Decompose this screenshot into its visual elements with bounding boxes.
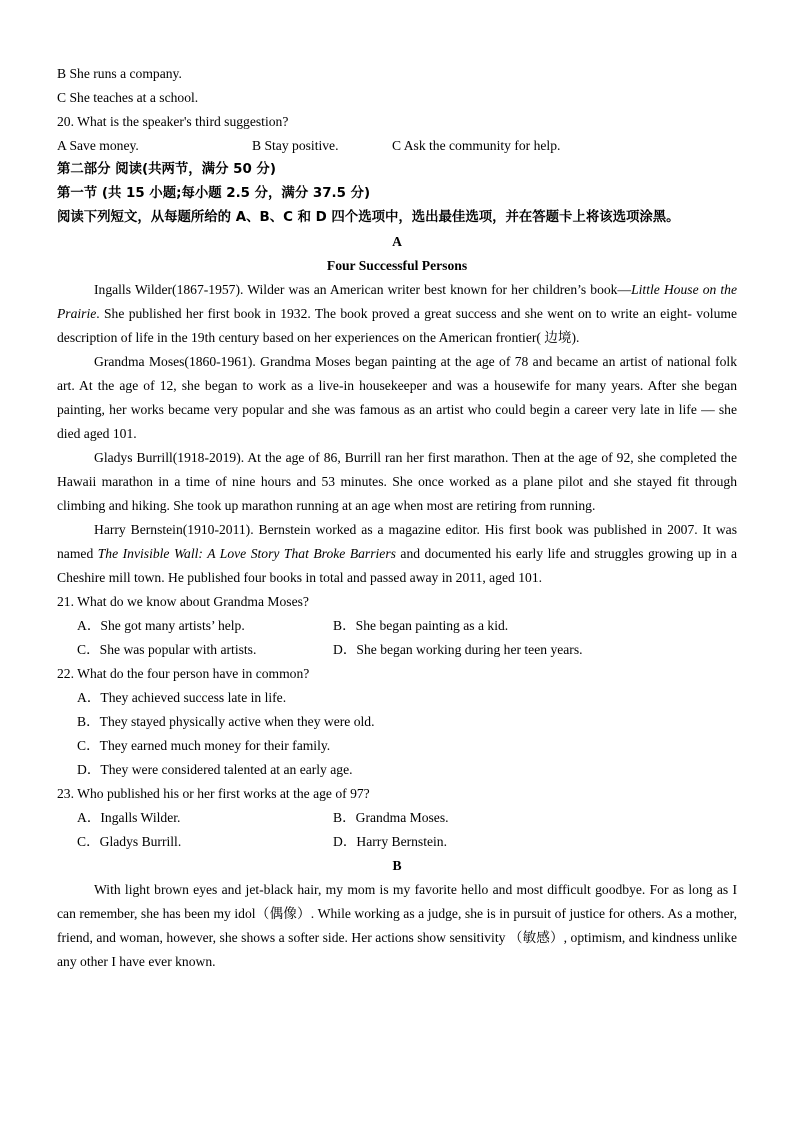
q23-option-a: A．Ingalls Wilder. [77, 810, 181, 825]
q20-options [57, 134, 737, 158]
q21-option-d: D．She began working during her teen years. [333, 642, 583, 657]
q22-option-d: D．They were considered talented at an early age. [77, 762, 353, 777]
q23-option-b: B．Grandma Moses. [333, 810, 449, 825]
q23-options-row-2 [57, 830, 737, 854]
book-title-prairie: Little House on the Prairie [57, 282, 737, 321]
p1-text-end: . She published her first book in 1932. The book proved a great success and she went on to write an eight- volume description of life in the 19th century based on her experiences on the American frontier( 边境). [57, 306, 737, 345]
passage-a-paragraph-3: Gladys Burrill(1918-2019). At the age of 86, Burrill ran her first marathon. Then at the age of 92, she completed the Hawaii marathon in a time of nine hours and 53 minutes. She once worked as a plane pilot and she stayed fit through climbing and hiking. She took up marathon running at an age when most are retiring from running. [57, 450, 737, 513]
q22-stem: 22. What do the four person have in common? [57, 666, 310, 681]
q20-stem: 20. What is the speaker's third suggestion? [57, 114, 289, 129]
p1-text-start: Ingalls Wilder(1867-1957). Wilder was an American writer best known for her children’s book— [94, 282, 632, 297]
q23-option-d: D．Harry Bernstein. [333, 834, 448, 849]
part-title: 第二部分 阅读(共两节，满分 50 分) [57, 162, 276, 177]
q22-option-c: C．They earned much money for their family. [77, 738, 331, 753]
q20-option-b: B Stay positive. [252, 138, 339, 153]
q21-options-row-2 [57, 638, 737, 662]
passage-a-letter: A [392, 234, 402, 249]
q21-option-b: B．She began painting as a kid. [333, 618, 509, 633]
q22-option-a: A．They achieved success late in life. [77, 690, 287, 705]
q21-option-a: A．She got many artists’ help. [77, 618, 245, 633]
passage-a-paragraph-1 [57, 278, 737, 350]
exam-page [57, 62, 737, 974]
q23-options-row-1 [57, 806, 737, 830]
p4-text-start: Harry Bernstein(1910-2011). Bernstein worked as a magazine editor. His first book was published in 2007. It was named [57, 522, 737, 561]
book-title-invisible-wall: The Invisible Wall: A Love Story That Broke Barriers [97, 546, 396, 561]
q20-option-c: C Ask the community for help. [392, 138, 561, 153]
q21-options-row-1 [57, 614, 737, 638]
q20-option-a: A Save money. [57, 138, 139, 153]
section-subtitle: 第一节 (共 15 小题;每小题 2.5 分，满分 37.5 分) [57, 186, 371, 201]
passage-a-title: Four Successful Persons [326, 258, 468, 273]
passage-a-paragraph-4 [57, 518, 737, 590]
q23-option-c: C．Gladys Burrill. [77, 834, 182, 849]
section-instruction: 阅读下列短文，从每题所给的 A、B、C 和 D 四个选项中，选出最佳选项，并在答题卡上将该选项涂黑。 [57, 210, 680, 225]
passage-a-paragraph-2: Grandma Moses(1860-1961). Grandma Moses began painting at the age of 78 and became an artist of national folk art. At the age of 12, she began to work as a live-in housekeeper and was a housewife for many years. After she began painting, her works became very popular and she was famous as an artist who could begin a career very late in life — she died aged 101. [57, 354, 737, 441]
q21-option-c: C．She was popular with artists. [77, 642, 257, 657]
q23-stem: 23. Who published his or her first works at the age of 97? [57, 786, 370, 801]
q19-option-b: B She runs a company. [57, 66, 182, 81]
passage-b-paragraph-1: With light brown eyes and jet-black hair, my mom is my favorite hello and most difficult goodbye. For as long as I can remember, she has been my idol（偶像）. While working as a judge, she is in pursuit of justice for others. As a mother, friend, and woman, however, she shows a softer side. Her actions show sensitivity （敏感）, optimism, and kindness unlike any other I have ever known. [57, 882, 737, 969]
q21-stem: 21. What do we know about Grandma Moses? [57, 594, 309, 609]
p4-text-end: and documented his early life and struggles growing up in a Cheshire mill town. He published four books in total and passed away in 2011, aged 101. [57, 546, 737, 585]
q19-option-c: C She teaches at a school. [57, 90, 199, 105]
passage-b-letter: B [392, 858, 402, 873]
q22-option-b: B．They stayed physically active when they were old. [77, 714, 375, 729]
